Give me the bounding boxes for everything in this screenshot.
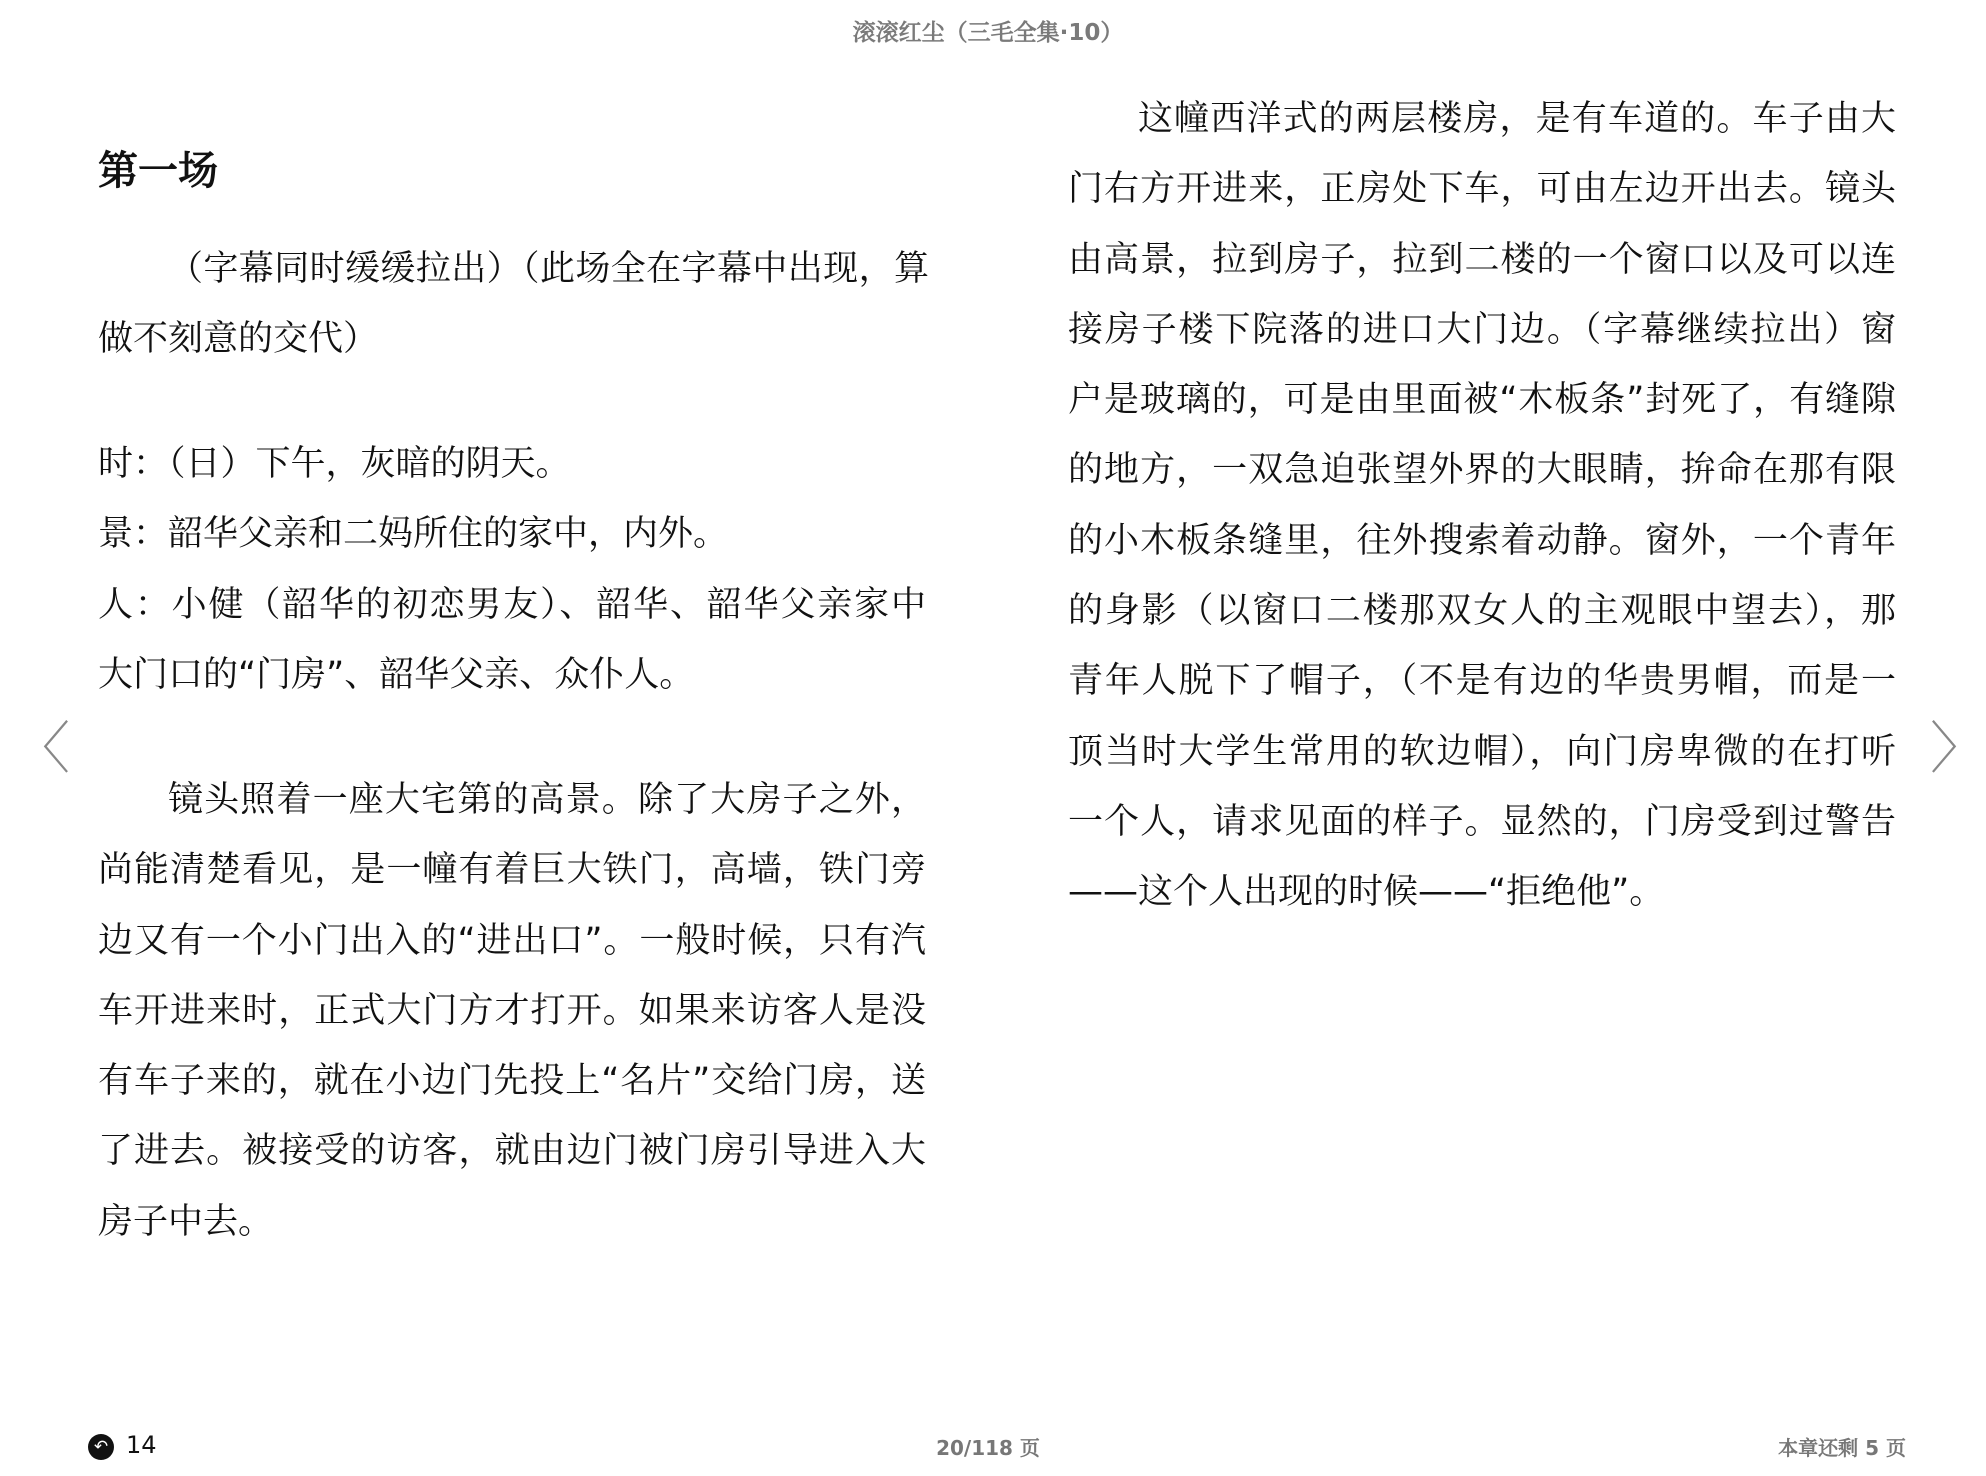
text-line: 由高景，拉到房子，拉到二楼的一个窗口以及可以连 <box>1068 239 1896 280</box>
text-line: 有车子来的，就在小边门先投上“名片”交给门房，送 <box>98 1061 926 1102</box>
page-indicator: 20/118 页 <box>936 1436 1040 1460</box>
text-line: 的地方，一双急迫张望外界的大眼睛，拚命在那有限 <box>1068 450 1896 491</box>
text-line: ——这个人出现的时候——“拒绝他”。 <box>1068 872 1665 913</box>
text-line: 了进去。被接受的访客，就由边门被门房引导进入大 <box>98 1131 926 1172</box>
text-line: 接房子楼下院落的进口大门边。（字幕继续拉出）窗 <box>1068 309 1896 350</box>
text-line: 做不刻意的交代） <box>98 319 379 360</box>
left-paragraph-2 <box>98 429 926 710</box>
book-title: 滚滚红尘（三毛全集·10） <box>852 20 1124 46</box>
text-line: 顶当时大学生常用的软边帽），向门房卑微的在打听 <box>1068 731 1896 772</box>
text-line: 门右方开进来，正房处下车，可由左边开出去。镜头 <box>1068 169 1896 210</box>
left-paragraph-3 <box>98 765 926 1257</box>
undo-count: 14 <box>126 1431 157 1459</box>
text-line: 青年人脱下了帽子，（不是有边的华贵男帽，而是一 <box>1068 661 1896 702</box>
right-paragraph-1 <box>1068 84 1896 928</box>
chapter-heading: 第一场 <box>98 148 218 194</box>
undo-icon[interactable]: ↶ <box>88 1434 114 1460</box>
text-line: 户是玻璃的，可是由里面被“木板条”封死了，有缝隙 <box>1068 380 1896 421</box>
previous-page-arrow-icon[interactable]: 〈 <box>14 717 70 782</box>
text-line: 镜头照着一座大宅第的高景。除了大房子之外， <box>168 780 926 820</box>
text-line: 人：小健（韶华的初恋男友）、韶华、韶华父亲家中 <box>98 584 926 625</box>
text-line: 大门口的“门房”、韶华父亲、众仆人。 <box>98 654 695 695</box>
text-line: （字幕同时缓缓拉出）（此场全在字幕中出现，算 <box>168 249 926 289</box>
text-line: 尚能清楚看见，是一幢有着巨大铁门，高墙，铁门旁 <box>98 850 926 891</box>
text-line: 的小木板条缝里，往外搜索着动静。窗外，一个青年 <box>1068 520 1896 561</box>
text-line: 车开进来时，正式大门方才打开。如果来访客人是没 <box>98 990 926 1031</box>
left-paragraph-1 <box>98 234 926 375</box>
text-line: 的身影（以窗口二楼那双女人的主观眼中望去），那 <box>1068 591 1896 632</box>
text-line: 边又有一个小门出入的“进出口”。一般时候，只有汽 <box>98 920 926 961</box>
next-page-arrow-icon[interactable]: 〉 <box>1930 717 1986 782</box>
text-line: 这幢西洋式的两层楼房，是有车道的。车子由大 <box>1138 99 1896 139</box>
text-line: 景：韶华父亲和二妈所住的家中，内外。 <box>98 514 729 555</box>
chapter-remaining: 本章还剩 5 页 <box>1778 1436 1906 1460</box>
text-line: 时：（日）下午，灰暗的阴天。 <box>98 444 571 484</box>
text-line: 一个人，请求见面的样子。显然的，门房受到过警告 <box>1068 801 1896 842</box>
text-line: 房子中去。 <box>98 1201 274 1242</box>
